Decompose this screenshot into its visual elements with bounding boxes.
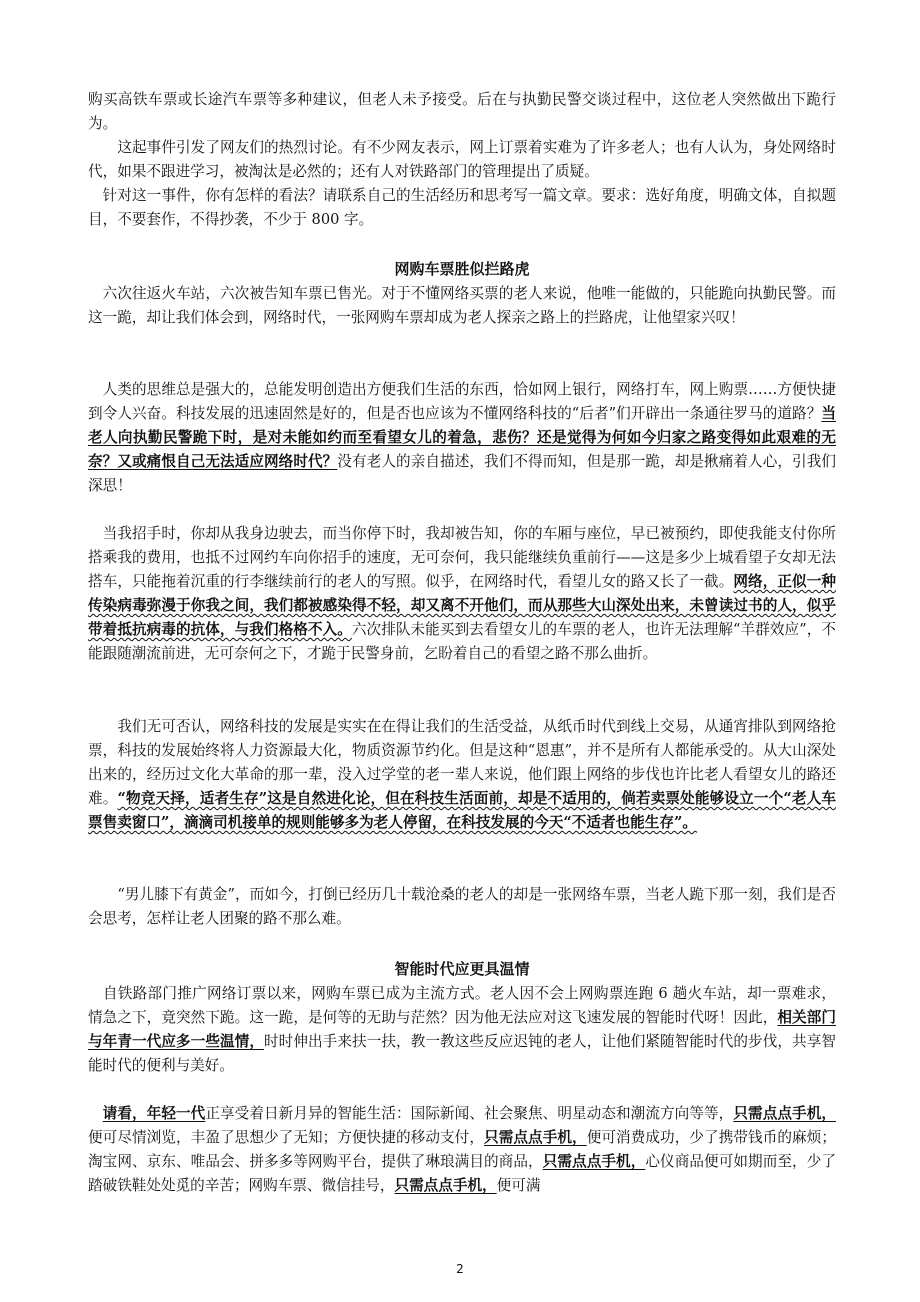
essay2-p1-text-c: 时时伸出手来扶一扶，教一教这些反应迟钝的老人，让他们紧随智能时代的步伐，共享智能时代的便利与美好。 <box>88 1033 836 1074</box>
essay1-paragraph-5: “男儿膝下有黄金”，而如今，打倒已经历几十载沧桑的老人的却是一张网络车票，当老人跪下那一刻，我们是否会思考，怎样让老人团聚的路不那么难。 <box>88 886 836 927</box>
essay1-p4-text-a: 我们无可否认，网络科技的发展是实实在在得让我们的生活受益，从纸币时代到线上交易，从通宵排队到网络抢票，科技的发展始终将人力资源最大化，物质资源节约化。但是这种“恩惠”，并不是所有人都能承受的。从大山深处出来的，经历过文化大革命的那一辈，没入过学堂的老一辈人来说，他们跟上网络的步伐也许比老人看望女儿的路还难。 <box>88 718 836 807</box>
essay1-paragraph-3 <box>88 522 836 666</box>
essay1-paragraph-1: 六次往返火车站，六次被告知车票已售光。对于不懂网络买票的老人来说，他唯一能做的，只能跪向执勤民警。而这一跪，却让我们体会到，网络时代，一张网购车票却成为老人探亲之路上的拦路虎，让他望家兴叹！ <box>88 285 836 326</box>
essay1-p4-emphasis: “物竞天择，适者生存”这是自然进化论，但在科技生活面前，却是不适用的，倘若卖票处能够设立一个“老人车票售卖窗口”，滴滴司机接单的规则能够多为老人停留，在科技发展的今天“不适者也能生存”。 <box>88 790 836 831</box>
essay1-p2-text-a: 人类的思维总是强大的，总能发明创造出方便我们生活的东西，恰如网上银行，网络打车，网上购票……方便快捷到令人兴奋。科技发展的迅速固然是好的，但是否也应该为不懂网络科技的“后者”们开辟出一条通往罗马的道路？ <box>88 381 836 422</box>
essay2-p2-keyword-1: 只需点点手机， <box>733 1105 836 1122</box>
essay1-p2-text-c: 没有老人的亲自描述，我们不得而知，但是那一跪，却是揪痛着人心，引我们深思！ <box>88 453 836 494</box>
essay2-p2-keyword-3: 只需点点手机， <box>542 1153 646 1170</box>
prompt-paragraph-1: 购买高铁车票或长途汽车票等多种建议，但老人未予接受。后在与执勤民警交谈过程中，这位老人突然做出下跪行为。 <box>88 91 836 132</box>
essay2-paragraph-1 <box>88 982 836 1078</box>
essay1-p2-emphasis: 当老人向执勤民警跪下时，是对未能如约而至看望女儿的着急，悲伤？还是觉得为何如今归家之路变得如此艰难的无奈？又或痛恨自己无法适应网络时代？ <box>88 405 836 470</box>
essay1-p3-text-c: 六次排队未能买到去看望女儿的车票的老人，也许无法理解“羊群效应”，不能跟随潮流前进，无可奈何之下，才跪于民警身前，乞盼着自己的看望之路不那么曲折。 <box>88 621 836 662</box>
essay2-title: 智能时代应更具温情 <box>394 960 530 978</box>
essay2-p1-emphasis: 相关部门与年青一代应多一些温情， <box>88 1009 836 1050</box>
essay2-p2-keyword-2: 只需点点手机， <box>484 1129 587 1146</box>
prompt-paragraph-3: 针对这一事件，你有怎样的看法？请联系自己的生活经历和思考写一篇文章。要求：选好角度，明确文体，自拟题目，不要套作，不得抄袭，不少于 800 字。 <box>88 187 836 228</box>
essay2-p2-text-a: 正享受着日新月异的智能生活：国际新闻、社会聚焦、明星动态和潮流方向等等， <box>205 1105 734 1122</box>
essay1-p3-emphasis: 网络，正似一种传染病毒弥漫于你我之间，我们都被感染得不轻，却又离不开他们，而从那些大山深处出来，未曾读过书的人，似乎带着抵抗病毒的抗体，与我们格格不入。 <box>88 573 836 638</box>
essay2-p2-text-c: 便可消费成功，少了携带钱币的麻烦；淘宝网、京东、唯品会、拼多多等网购平台，提供了琳琅满目的商品， <box>88 1129 836 1170</box>
prompt-paragraph-2: 这起事件引发了网友们的热烈讨论。有不少网友表示，网上订票着实难为了许多老人；也有人认为，身处网络时代，如果不跟进学习，被淘汰是必然的；还有人对铁路部门的管理提出了质疑。 <box>88 139 836 180</box>
essay1-paragraph-2 <box>88 378 836 498</box>
essay2-p2-text-d: 心仪商品便可如期而至，少了踏破铁鞋处处觅的辛苦；网购车票、微信挂号， <box>88 1153 836 1194</box>
essay2-p2-text-e: 便可满 <box>496 1177 541 1194</box>
essay2-p2-text-b: 便可尽情浏览，丰盈了思想少了无知；方便快捷的移动支付， <box>88 1129 485 1146</box>
essay2-p2-keyword-4: 只需点点手机， <box>394 1177 497 1194</box>
essay1-title: 网购车票胜似拦路虎 <box>394 260 530 278</box>
essay2-p1-text-a: 自铁路部门推广网络订票以来，网购车票已成为主流方式。老人因不会上网购票连跑 6 趟火车站，却一票难求，情急之下，竟突然下跪。这一跪，是何等的无助与茫然？因为他无法应对这飞速发展的智能时代呀！因此， <box>88 985 836 1026</box>
essay2-paragraph-2 <box>88 1102 836 1198</box>
essay2-p2-lead: 请看，年轻一代 <box>102 1105 206 1122</box>
essay1-p3-text-a: 当我招手时，你却从我身边驶去，而当你停下时，我却被告知，你的车厢与座位，早已被预约，即使我能支付你所搭乘我的费用，也抵不过网约车向你招手的速度，无可奈何，我只能继续负重前行——这是多少上城看望子女却无法搭车，只能拖着沉重的行李继续前行的老人的写照。似乎，在网络时代，看望儿女的路又长了一截。 <box>88 525 836 590</box>
essay1-paragraph-4 <box>88 715 836 835</box>
page-number: 2 <box>456 1262 464 1276</box>
